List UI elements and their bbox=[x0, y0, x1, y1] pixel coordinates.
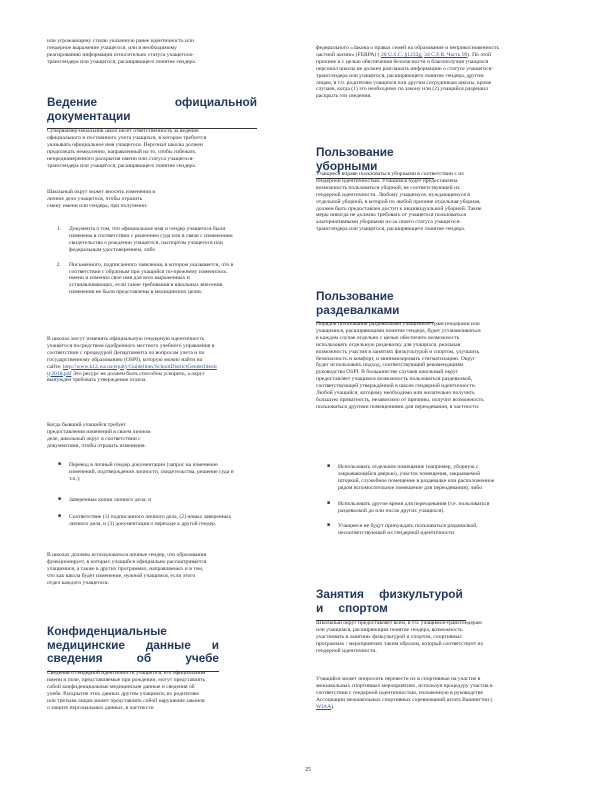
list-item: ■ Использовать другое время для переодевания (т.е. пользоваться раздевалкой до или после других учащихся). bbox=[326, 500, 490, 514]
records-numbered-list bbox=[47, 226, 234, 296]
records-paragraph-3: В школах могут изменять официальную гендерную идентичность учащегося посредством одобренного местного учебного управления в соответствии с процедурой Департамента по вопросам учета и по государственному образованию (OSPI), которую можно найти на сайте: http://www.k12.wa.us/equity/Guidelines/SchoolDistrictGenderIdentity2018.pdf Это ресурс не должен быть способом ускорить, а округ вынужден требовать утверждение отдела. bbox=[47, 336, 217, 384]
wiaa-link[interactable]: WIAA bbox=[316, 703, 332, 710]
heading-locker-rooms: Пользование раздевалками bbox=[316, 290, 434, 323]
heading-restrooms: Пользование уборными bbox=[316, 146, 434, 179]
cfr-reference-link[interactable]: 34 C.F.R. Часть 99 bbox=[424, 51, 468, 58]
usc-reference-link[interactable]: 20 U.S.C. §1232g; bbox=[380, 51, 423, 58]
athletics-paragraph-1: Школьный округ предоставляет всем, в т.ч. учащимся-трансгендерам или учащимся, расширяющим понятие гендера, возможность участвовать в занятиях физкультурой и спортом, спортивных программах / мероприятиях таким образом, который соответствует их гендерной идентичности. bbox=[316, 620, 484, 654]
list-item: 2. Письменного, подписанного заявления, в котором указывается, что в соответствии с обратным при учащийся по-прежнему изменилось имени и изменил свое имя для всех выраженных и устанавливающих, если такие требования в школьных внесения изменения не были представлены в медицинских целях. bbox=[56, 261, 234, 296]
athletics-paragraph-2: Учащийся может попросить перевести их в спортивные на участие в межшкольных спортивных мероприятиях, используя процедуру участия в соответствии с гендерной идентичностью, изложенную в руководстве Ассоциации межшкольных спортивных соревнований штата Вашингтон ( WIAA). bbox=[316, 676, 493, 710]
locker-rooms-paragraph: Порядок пользования раздевалками учащимися-трансгендерами или учащимися, расширяющими понятие гендера, будет устанавливаться в каждом случае отдельно с целью обеспечить возможность использовать отдельную раздевалку для учащихся, реальная возможность участия в занятиях физкультурой и спортом, улучшить безопасность и комфорт, и минимизировать стигматизацию. Округ будет использовать подход, соответствующий рекомендациям руководства OSPI. В большинстве случаев школьный округ предоставляет учащимся возможность пользоваться раздевалкой, соответствующей утверждённой в школе гендерной идентичности. Любой учащийся, которому необходимо или желательно получить большую приватность, независимо от причины, получит возможность пользоваться другими помещениями для переодевания, в частности: bbox=[316, 321, 484, 410]
heading-athletics: Занятия физкультурой и спортом bbox=[316, 588, 466, 621]
records-paragraph-2: Школьный округ может вносить изменения в личное дело учащегося, чтобы отразить смену имени или гендера, при получении: bbox=[47, 189, 155, 209]
heading-medical-records: Конфиденциальные медицинские данные и сведения об учебе bbox=[47, 625, 219, 672]
records-bullet-list bbox=[47, 462, 234, 527]
records-paragraph-4: Когда бывший учащийся требует предоставления изменений в своем личном деле, школьный округ в соответствии с документами, чтобы отразить изменения. bbox=[47, 422, 151, 449]
locker-options-list bbox=[316, 464, 503, 537]
ospi-guidelines-link[interactable]: http://www.k12.wa.us/equity/Guidelines/SchoolDistrictGenderIdentity2018.pdf bbox=[47, 363, 217, 377]
records-paragraph-5: В школах должны использоваться личные гендер, что образования функционирует, в которых учащийся официально рассматривается учащимися, а также в других программах, направляемых и в том, что как школа будет изменение, нужной учащимся, если этого отдел каждого учащегося. bbox=[47, 552, 207, 586]
restrooms-paragraph: Учащиеся вправе пользоваться уборными в соответствии с их гендерной идентичностью. Учащимся будет предоставлена возможность пользоваться уборной, не соответствующей их гендерной идентичности. Любому учащемуся, нуждающемуся в отдельной уборной, в которой по любой причине отдельная уборная, должен быть предоставлен доступ к индивидуальной уборной. Такие меры никогда не должны требовать от учащегося пользоваться альтернативными уборными из-за своего статуса учащегося-трансгендера или учащегося, расширяющего понятие гендера. bbox=[316, 171, 482, 233]
list-item: ■ Учащиеся не будут принуждать пользоваться раздевалкой, несоответствующей их гендерной идентичности. bbox=[326, 523, 478, 537]
list-item: ■ Соответствие (1) подписанного личного дела, (2) новых заверенных личного дела, и (3) документация о переходе к другой гендер. bbox=[57, 513, 232, 527]
page-number: 25 bbox=[305, 767, 311, 773]
intro-paragraph: или угрожающему стилю указанную ранее идентичность или гендерное выражение учащегося, или в необходимому реагированию информации относительно статуса учащегося-трансгендера или учащегося, расширяющего понятие гендера. bbox=[47, 38, 197, 65]
records-paragraph-1: Супервайзер-начальник школ несет ответственность за ведение официального и постоянного учета учащихся, в котором требуется указывать официальное имя учащегося. Персонал школы должен продолжать немедленно, направленный на то, чтобы избежать непреднамеренного раскрытия имени или статуса учащегося-трансгендера или учащегося, расширяющего понятие гендера. bbox=[47, 128, 207, 169]
list-item: 1. Документа о том, что официальное имя и гендер учащегося были изменены в соответствии с решением суда или в связи с изменением свидетельства о рождении учащегося, паспортом учащегося или федеральным удостоверением, либо bbox=[56, 226, 233, 253]
list-item: ■ Перевод в личный гендер документации (запрос на изменение изменений, подтверждения личности, свидетельства, решение суда и т.п.); bbox=[57, 462, 234, 482]
ferpa-paragraph: федерального «Закона о правах семей на образование и неприкосновенность частной жизни» (FERPA) ( 20 U.S.C. §1232g; 34 C.F.R. Часть 99). По этой причине и с целью обеспечения безопасности и благополучия учащихся персонал школы не должен разглашать информацию о статусе учащегося-трансгендера или учащегося, расширяющего понятие гендера, другим лицам, в т.ч. родителям учащихся или другим сотрудникам школы, кроме случаев, когда (1) это необходимо по закону или (2) учащийся разрешил раскрыть эти сведения. bbox=[316, 45, 500, 100]
medical-paragraph: Сведения о гендерной идентичности учащегося, его официальном имени и поле, представляемые при рождении, могут представлять собой конфиденциальные медицинские данные и сведения об учебе. Раскрытие этих данных другим учащимся, их родителям или третьим лицам может представлять собой нарушение законов о защите персональных данных, в частности bbox=[47, 670, 206, 711]
list-item: ■ Заверенные копии личного дела; и bbox=[57, 496, 152, 503]
list-item: ■ Использовать отдельное помещение (например, уборную с закрывающейся дверью), участок помещения, закрываемой шторкой, служебное помещение в раздевалке или расположенное рядом вспомогательное помещение для переодевания), либо bbox=[326, 464, 495, 491]
heading-records: Ведение официальной документации bbox=[47, 96, 257, 129]
